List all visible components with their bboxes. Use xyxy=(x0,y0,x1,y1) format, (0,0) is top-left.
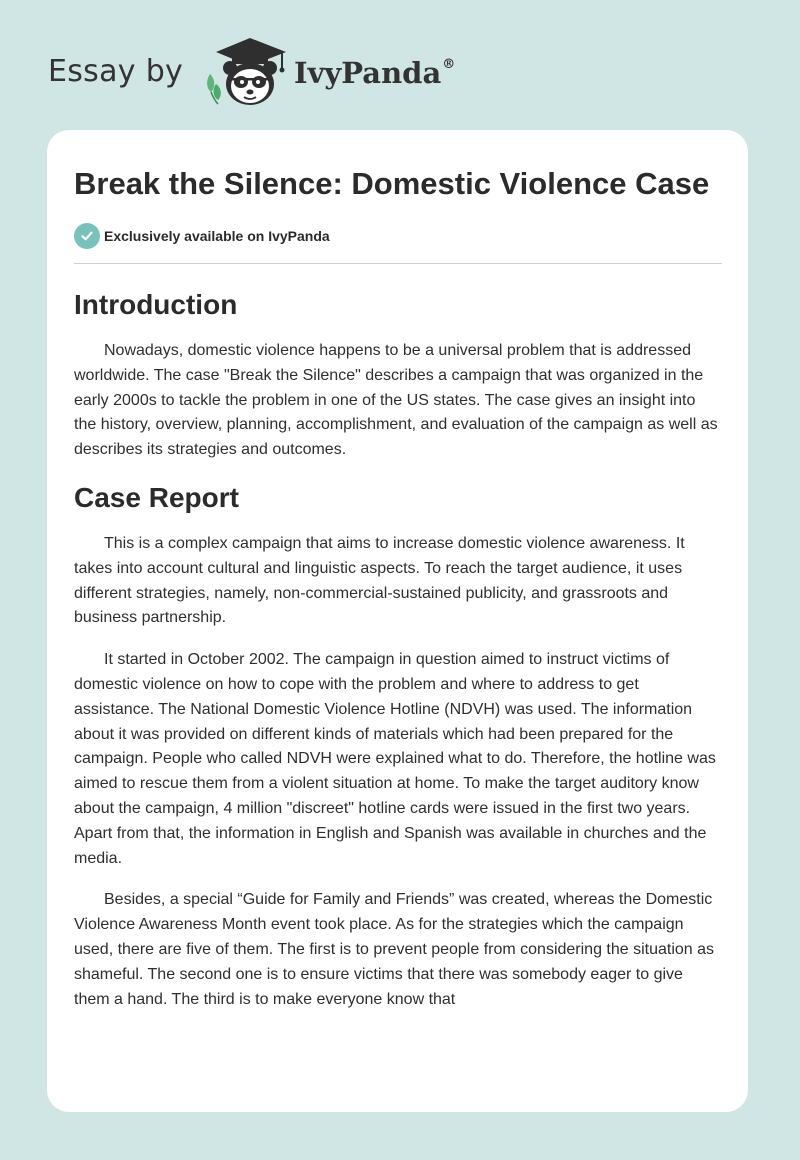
paragraph: It started in October 2002. The campaign in question aimed to instruct victims of domestic violence on how to cope with the problem and where to address to get assistance. The National Domestic Violence Hotline (NDVH) was used. The information about it was provided on different kinds of materials which had been prepared for the campaign. People who called NDVH were explained what to do. Therefore, the hotline was aimed to rescue them from a violent situation at home. To make the target auditory know about the campaign, 4 million "discreet" hotline cards were issued in the first two years. Apart from that, the information in English and Spanish was available in churches and the media. xyxy=(74,651,716,867)
paragraph: This is a complex campaign that aims to increase domestic violence awareness. It takes into account cultural and linguistic aspects. To reach the target audience, it uses different strategies, namely, non-commercial-sustained publicity, and grassroots and business partnership. xyxy=(74,534,685,627)
brand-name-text: IvyPanda xyxy=(294,56,442,90)
exclusive-badge xyxy=(74,223,722,249)
registered-mark: ® xyxy=(442,57,456,73)
essay-card xyxy=(47,130,748,1112)
site-header xyxy=(48,34,648,114)
panda-head-icon xyxy=(223,61,277,105)
exclusive-badge-text: Exclusively available on IvyPanda xyxy=(104,228,330,244)
section-heading-case-report: Case Report xyxy=(74,481,239,513)
essay-by-label: Essay by xyxy=(48,54,184,89)
paragraph: Nowadays, domestic violence happens to be a universal problem that is addressed worldwide. The case "Break the Silence" describes a campaign that was organized in the early 2000s to tackle the problem in one of the US states. The case gives an insight into the history, overview, planning, accomplishment, and evaluation of the campaign as well as describes its strategies and outcomes. xyxy=(74,342,718,459)
paragraph: Besides, a special “Guide for Family and Friends” was created, whereas the Domestic Violence Awareness Month event took place. As for the strategies which the campaign used, there are five of them. The first is to prevent people from considering the situation as shameful. The second one is to ensure victims that there was somebody eager to give them a hand. The third is to make everyone know that xyxy=(74,891,715,1008)
section-heading-introduction: Introduction xyxy=(74,289,238,320)
brand-name[interactable] xyxy=(294,56,455,90)
title-divider xyxy=(74,263,722,264)
ivy-leaf-icon xyxy=(207,74,221,104)
page-title: Break the Silence: Domestic Violence Case xyxy=(74,166,710,201)
panda-graduate-icon[interactable] xyxy=(202,34,294,108)
check-icon xyxy=(74,223,100,249)
essay-content xyxy=(74,163,722,1012)
